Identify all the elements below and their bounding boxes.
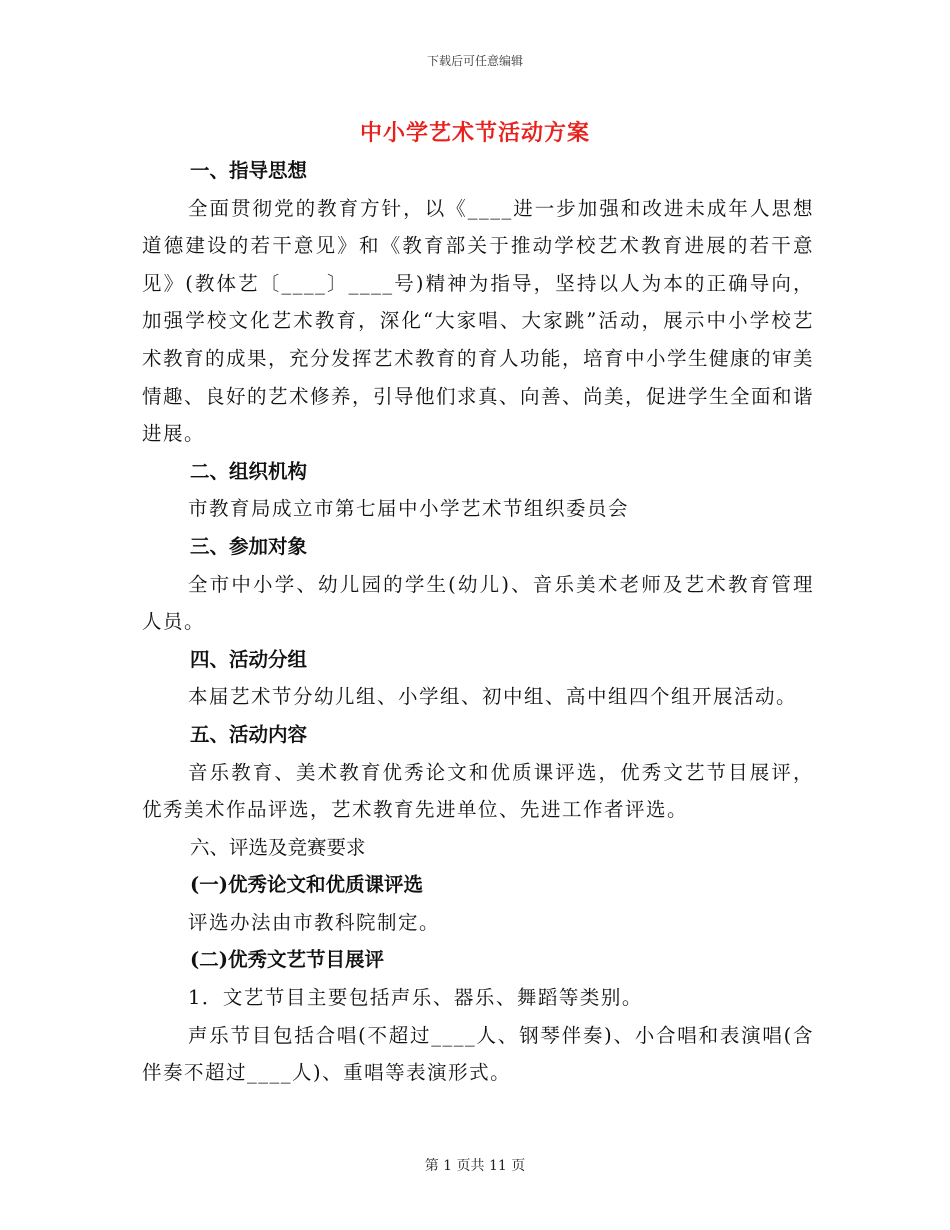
paragraph-activity-content: 音乐教育、美术教育优秀论文和优质课评选，优秀文艺节目展评，优秀美术作品评选，艺术教育先进单位、先进工作者评选。 bbox=[142, 760, 814, 822]
header-note: 下载后可任意编辑 bbox=[426, 54, 523, 68]
list-item-number: 1． bbox=[188, 986, 223, 1010]
section-heading-participants: 三、参加对象 bbox=[190, 534, 308, 558]
list-item-program-types bbox=[142, 979, 814, 1017]
section-heading-organization: 二、组织机构 bbox=[190, 459, 308, 483]
paragraph-activity-groups: 本届艺术节分幼儿组、小学组、初中组、高中组四个组开展活动。 bbox=[188, 685, 798, 709]
page-number-footer: 第 1 页共 11 页 bbox=[424, 1158, 526, 1174]
list-item-text: 文艺节目主要包括声乐、器乐、舞蹈等类别。 bbox=[222, 986, 643, 1010]
section-heading-selection-requirements: 六、评选及竞赛要求 bbox=[190, 835, 366, 859]
subsection-heading-papers-lessons: (一)优秀论文和优质课评选 bbox=[190, 873, 423, 897]
document-body bbox=[142, 152, 814, 1092]
section-heading-guiding-ideology: 一、指导思想 bbox=[190, 159, 308, 182]
paragraph-papers-lessons: 评选办法由市教科院制定。 bbox=[188, 910, 441, 934]
document-title: 中小学艺术节活动方案 bbox=[359, 120, 590, 146]
section-heading-activity-content: 五、活动内容 bbox=[190, 722, 308, 746]
paragraph-guiding-ideology: 全面贯彻党的教育方针，以《____进一步加强和改进未成年人思想道德建设的若干意见》和《教育部关于推动学校艺术教育进展的若干意见》(教体艺〔____〕____号)精神为指导，坚持以人为本的正确导向，加强学校文化艺术教育，深化“大家唱、大家跳”活动，展示中小学校艺术教育的成果，充分发挥艺术教育的育人功能，培育中小学生健康的审美情趣、良好的艺术修养，引导他们求真、向善、尚美，促进学生全面和谐进展。 bbox=[142, 196, 815, 446]
section-heading-activity-groups: 四、活动分组 bbox=[190, 647, 308, 671]
paragraph-organization: 市教育局成立市第七届中小学艺术节组织委员会 bbox=[188, 497, 630, 521]
paragraph-vocal-programs: 声乐节目包括合唱(不超过____人、钢琴伴奏)、小合唱和表演唱(含伴奏不超过____人)、重唱等表演形式。 bbox=[142, 1023, 814, 1085]
subsection-heading-art-programs: (二)优秀文艺节目展评 bbox=[190, 948, 384, 972]
paragraph-participants: 全市中小学、幼儿园的学生(幼儿)、音乐美术老师及艺术教育管理人员。 bbox=[142, 572, 814, 634]
